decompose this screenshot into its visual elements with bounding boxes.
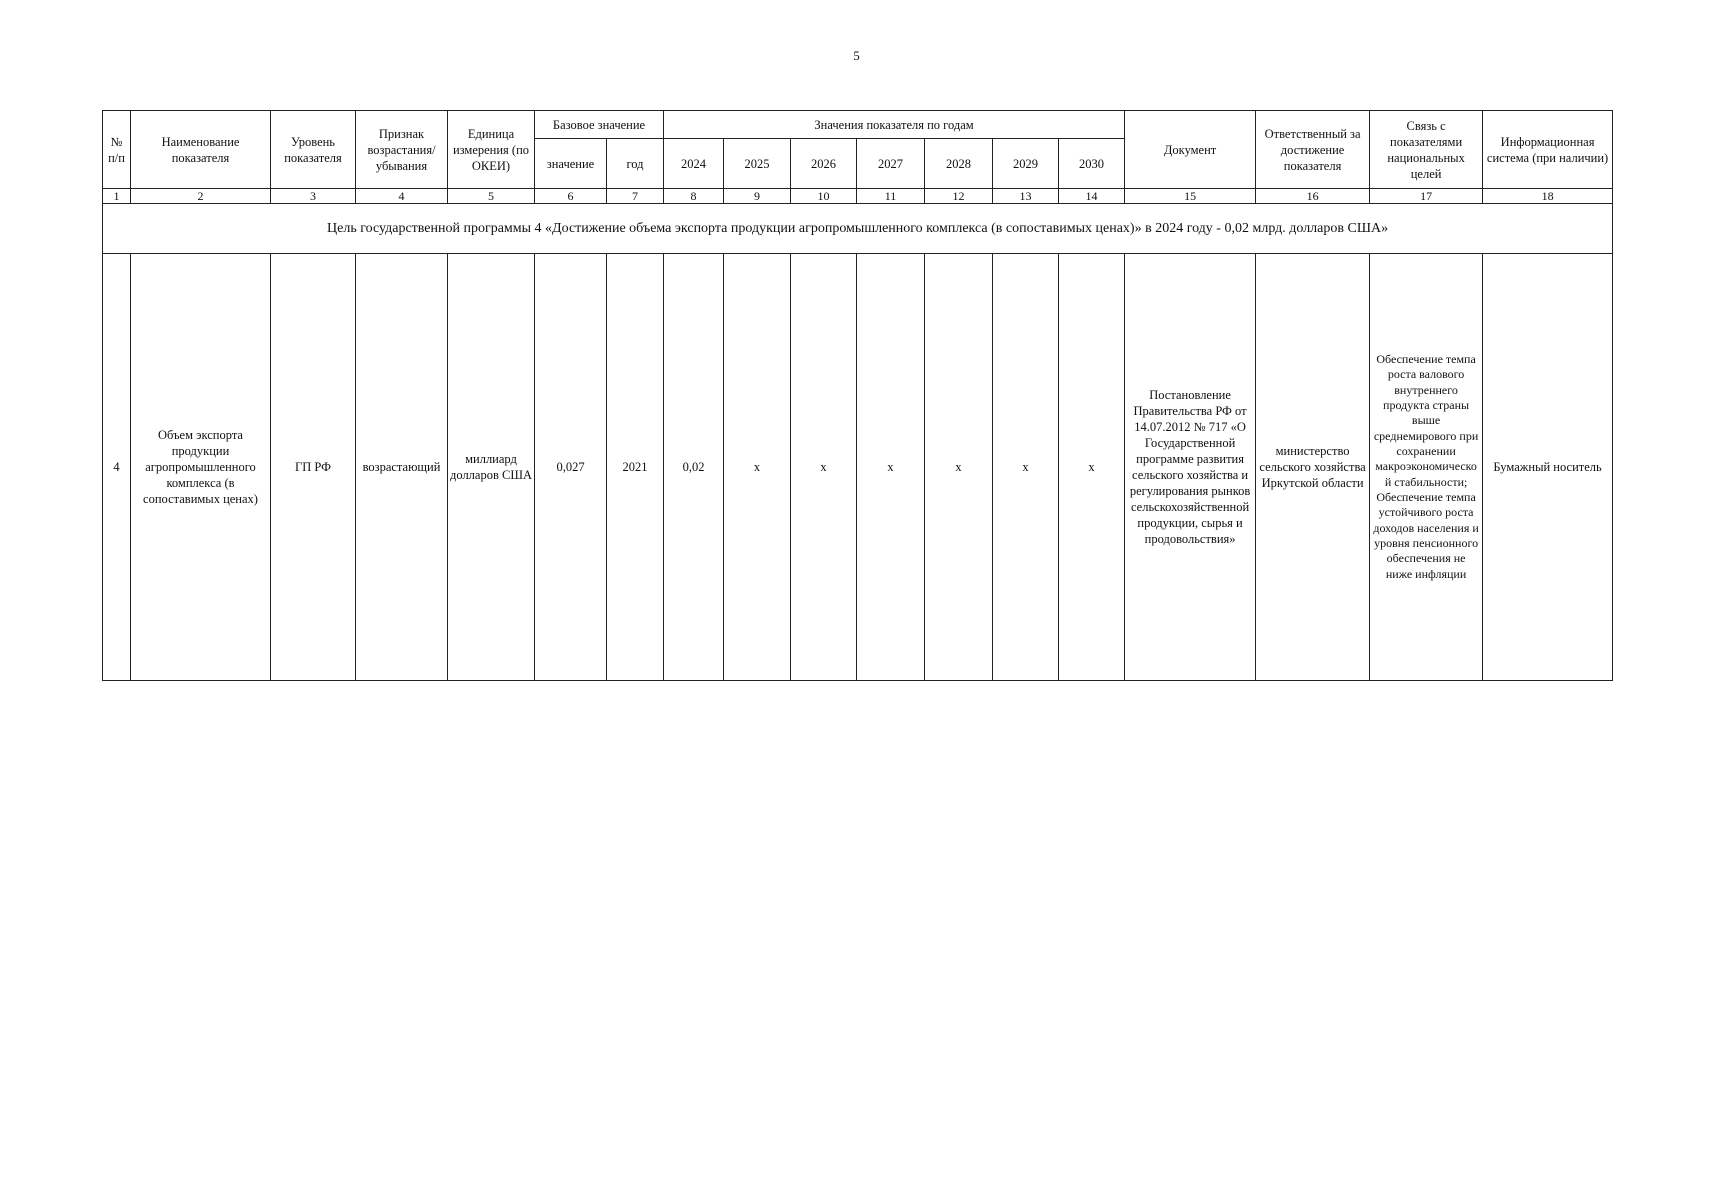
column-number: 17 <box>1370 189 1483 204</box>
header-link: Связь с показателями национальных целей <box>1370 111 1483 189</box>
year-value: х <box>791 254 857 681</box>
header-name: Наименование показателя <box>131 111 271 189</box>
column-number: 4 <box>356 189 448 204</box>
column-number: 3 <box>271 189 356 204</box>
indicator-trend: возрастающий <box>356 254 448 681</box>
header-year: 2026 <box>791 139 857 189</box>
column-number: 12 <box>925 189 993 204</box>
header-document: Документ <box>1125 111 1256 189</box>
program-goal: Цель государственной программы 4 «Достижение объема экспорта продукции агропромышленного комплекса (в сопоставимых ценах)» в 2024 году - 0,02 млрд. долларов США» <box>103 204 1613 254</box>
base-value: 0,027 <box>535 254 607 681</box>
header-year: 2025 <box>724 139 791 189</box>
national-goals-link: Обеспечение темпа роста валового внутреннего продукта страны выше среднемирового при сохранении макроэкономической стабильности; Обеспечение темпа устойчивого роста доходов населения и уровня пенсионного обеспечения не ниже инфляции <box>1370 254 1483 681</box>
column-number: 10 <box>791 189 857 204</box>
indicators-table <box>102 110 1613 681</box>
info-system: Бумажный носитель <box>1483 254 1613 681</box>
year-value: х <box>1059 254 1125 681</box>
header-num: № п/п <box>103 111 131 189</box>
year-value: х <box>925 254 993 681</box>
base-year: 2021 <box>607 254 664 681</box>
column-number: 15 <box>1125 189 1256 204</box>
header-year: 2028 <box>925 139 993 189</box>
column-number: 6 <box>535 189 607 204</box>
table-row <box>103 254 1613 681</box>
year-value: 0,02 <box>664 254 724 681</box>
header-year: 2029 <box>993 139 1059 189</box>
header-year: 2024 <box>664 139 724 189</box>
indicator-level: ГП РФ <box>271 254 356 681</box>
indicator-unit: миллиард долларов США <box>448 254 535 681</box>
column-number: 18 <box>1483 189 1613 204</box>
header-year: 2027 <box>857 139 925 189</box>
indicator-name: Объем экспорта продукции агропромышленного комплекса (в сопоставимых ценах) <box>131 254 271 681</box>
column-number: 16 <box>1256 189 1370 204</box>
header-base-year: год <box>607 139 664 189</box>
column-number: 2 <box>131 189 271 204</box>
year-value: х <box>857 254 925 681</box>
column-number: 13 <box>993 189 1059 204</box>
header-info-system: Информационная система (при наличии) <box>1483 111 1613 189</box>
column-number: 9 <box>724 189 791 204</box>
header-trend: Признак возрастания/ убывания <box>356 111 448 189</box>
column-number: 14 <box>1059 189 1125 204</box>
page-number: 5 <box>853 48 860 63</box>
column-number: 11 <box>857 189 925 204</box>
header-year: 2030 <box>1059 139 1125 189</box>
column-number: 7 <box>607 189 664 204</box>
responsible-org: министерство сельского хозяйства Иркутской области <box>1256 254 1370 681</box>
header-base-group: Базовое значение <box>535 111 664 139</box>
year-value: х <box>993 254 1059 681</box>
header-base-value: значение <box>535 139 607 189</box>
column-number: 5 <box>448 189 535 204</box>
row-num: 4 <box>103 254 131 681</box>
header-level: Уровень показателя <box>271 111 356 189</box>
header-years-group: Значения показателя по годам <box>664 111 1125 139</box>
year-value: х <box>724 254 791 681</box>
column-number: 8 <box>664 189 724 204</box>
document-ref: Постановление Правительства РФ от 14.07.2012 № 717 «О Государственной программе развития сельского хозяйства и регулирования рынков сельскохозяйственной продукции, сырья и продовольствия» <box>1125 254 1256 681</box>
header-responsible: Ответственный за достижение показателя <box>1256 111 1370 189</box>
header-unit: Единица измерения (по ОКЕИ) <box>448 111 535 189</box>
column-number: 1 <box>103 189 131 204</box>
